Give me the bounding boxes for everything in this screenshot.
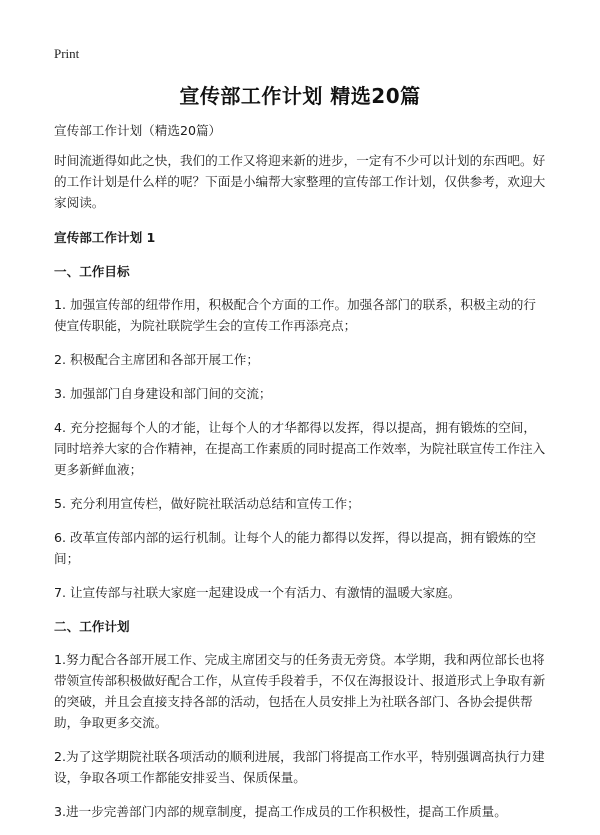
goal-item: 3. 加强部门自身建设和部门间的交流； [54,386,272,401]
goal-item: 7. 让宣传部与社联大家庭一起建设成一个有活力、有激情的温暖大家庭。 [54,585,461,600]
goal-item: 5. 充分利用宣传栏，做好院社联活动总结和宣传工作； [54,496,360,511]
plan-item: 3.进一步完善部门内部的规章制度，提高工作成员的工作积极性，提高工作质量。 [54,804,507,819]
print-link[interactable]: Print [54,46,80,61]
goal-item: 2. 积极配合主席团和各部开展工作； [54,352,259,367]
document-subtitle: 宣传部工作计划（精选20篇） [54,123,222,138]
goal-item: 4. 充分挖掘每个人的才能，让每个人的才华都得以发挥，得以提高，拥有锻炼的空间，同时培养大家的合作精神，在提高工作素质的同时提高工作效率，为院社联宣传工作注入更多新鲜血液； [54,420,546,477]
intro-paragraph: 时间流逝得如此之快，我们的工作又将迎来新的进步，一定有不少可以计划的东西吧。好的工作计划是什么样的呢？下面是小编帮大家整理的宣传部工作计划，仅供参考，欢迎大家阅读。 [54,153,546,210]
plan-item: 2.为了这学期院社联各项活动的顺利进展，我部门将提高工作水平，特别强调高执行力建设，争取各项工作都能安排妥当、保质保量。 [54,749,545,785]
page-title: 宣传部工作计划 精选20篇 [179,84,421,108]
goals-heading: 一、工作目标 [54,264,130,279]
plan-1-heading: 宣传部工作计划 1 [54,230,156,245]
document-body [54,120,548,835]
plans-heading: 二、工作计划 [54,619,130,634]
goal-item: 1. 加强宣传部的纽带作用，积极配合个方面的工作。加强各部门的联系，积极主动的行使宣传职能，为院社联院学生会的宣传工作再添亮点； [54,297,536,333]
plan-item: 1.努力配合各部开展工作、完成主席团交与的任务责无旁贷。本学期，我和两位部长也将带领宣传部积极做好配合工作，从宣传手段着手，不仅在海报设计、报道形式上争取有新的突破，并且会直接支持各部的活动，包括在人员安排上为社联各部门、各协会提供帮助，争取更多交流。 [54,652,546,730]
goal-item: 6. 改革宣传部内部的运行机制。让每个人的能力都得以发挥，得以提高，拥有锻炼的空间； [54,530,536,566]
